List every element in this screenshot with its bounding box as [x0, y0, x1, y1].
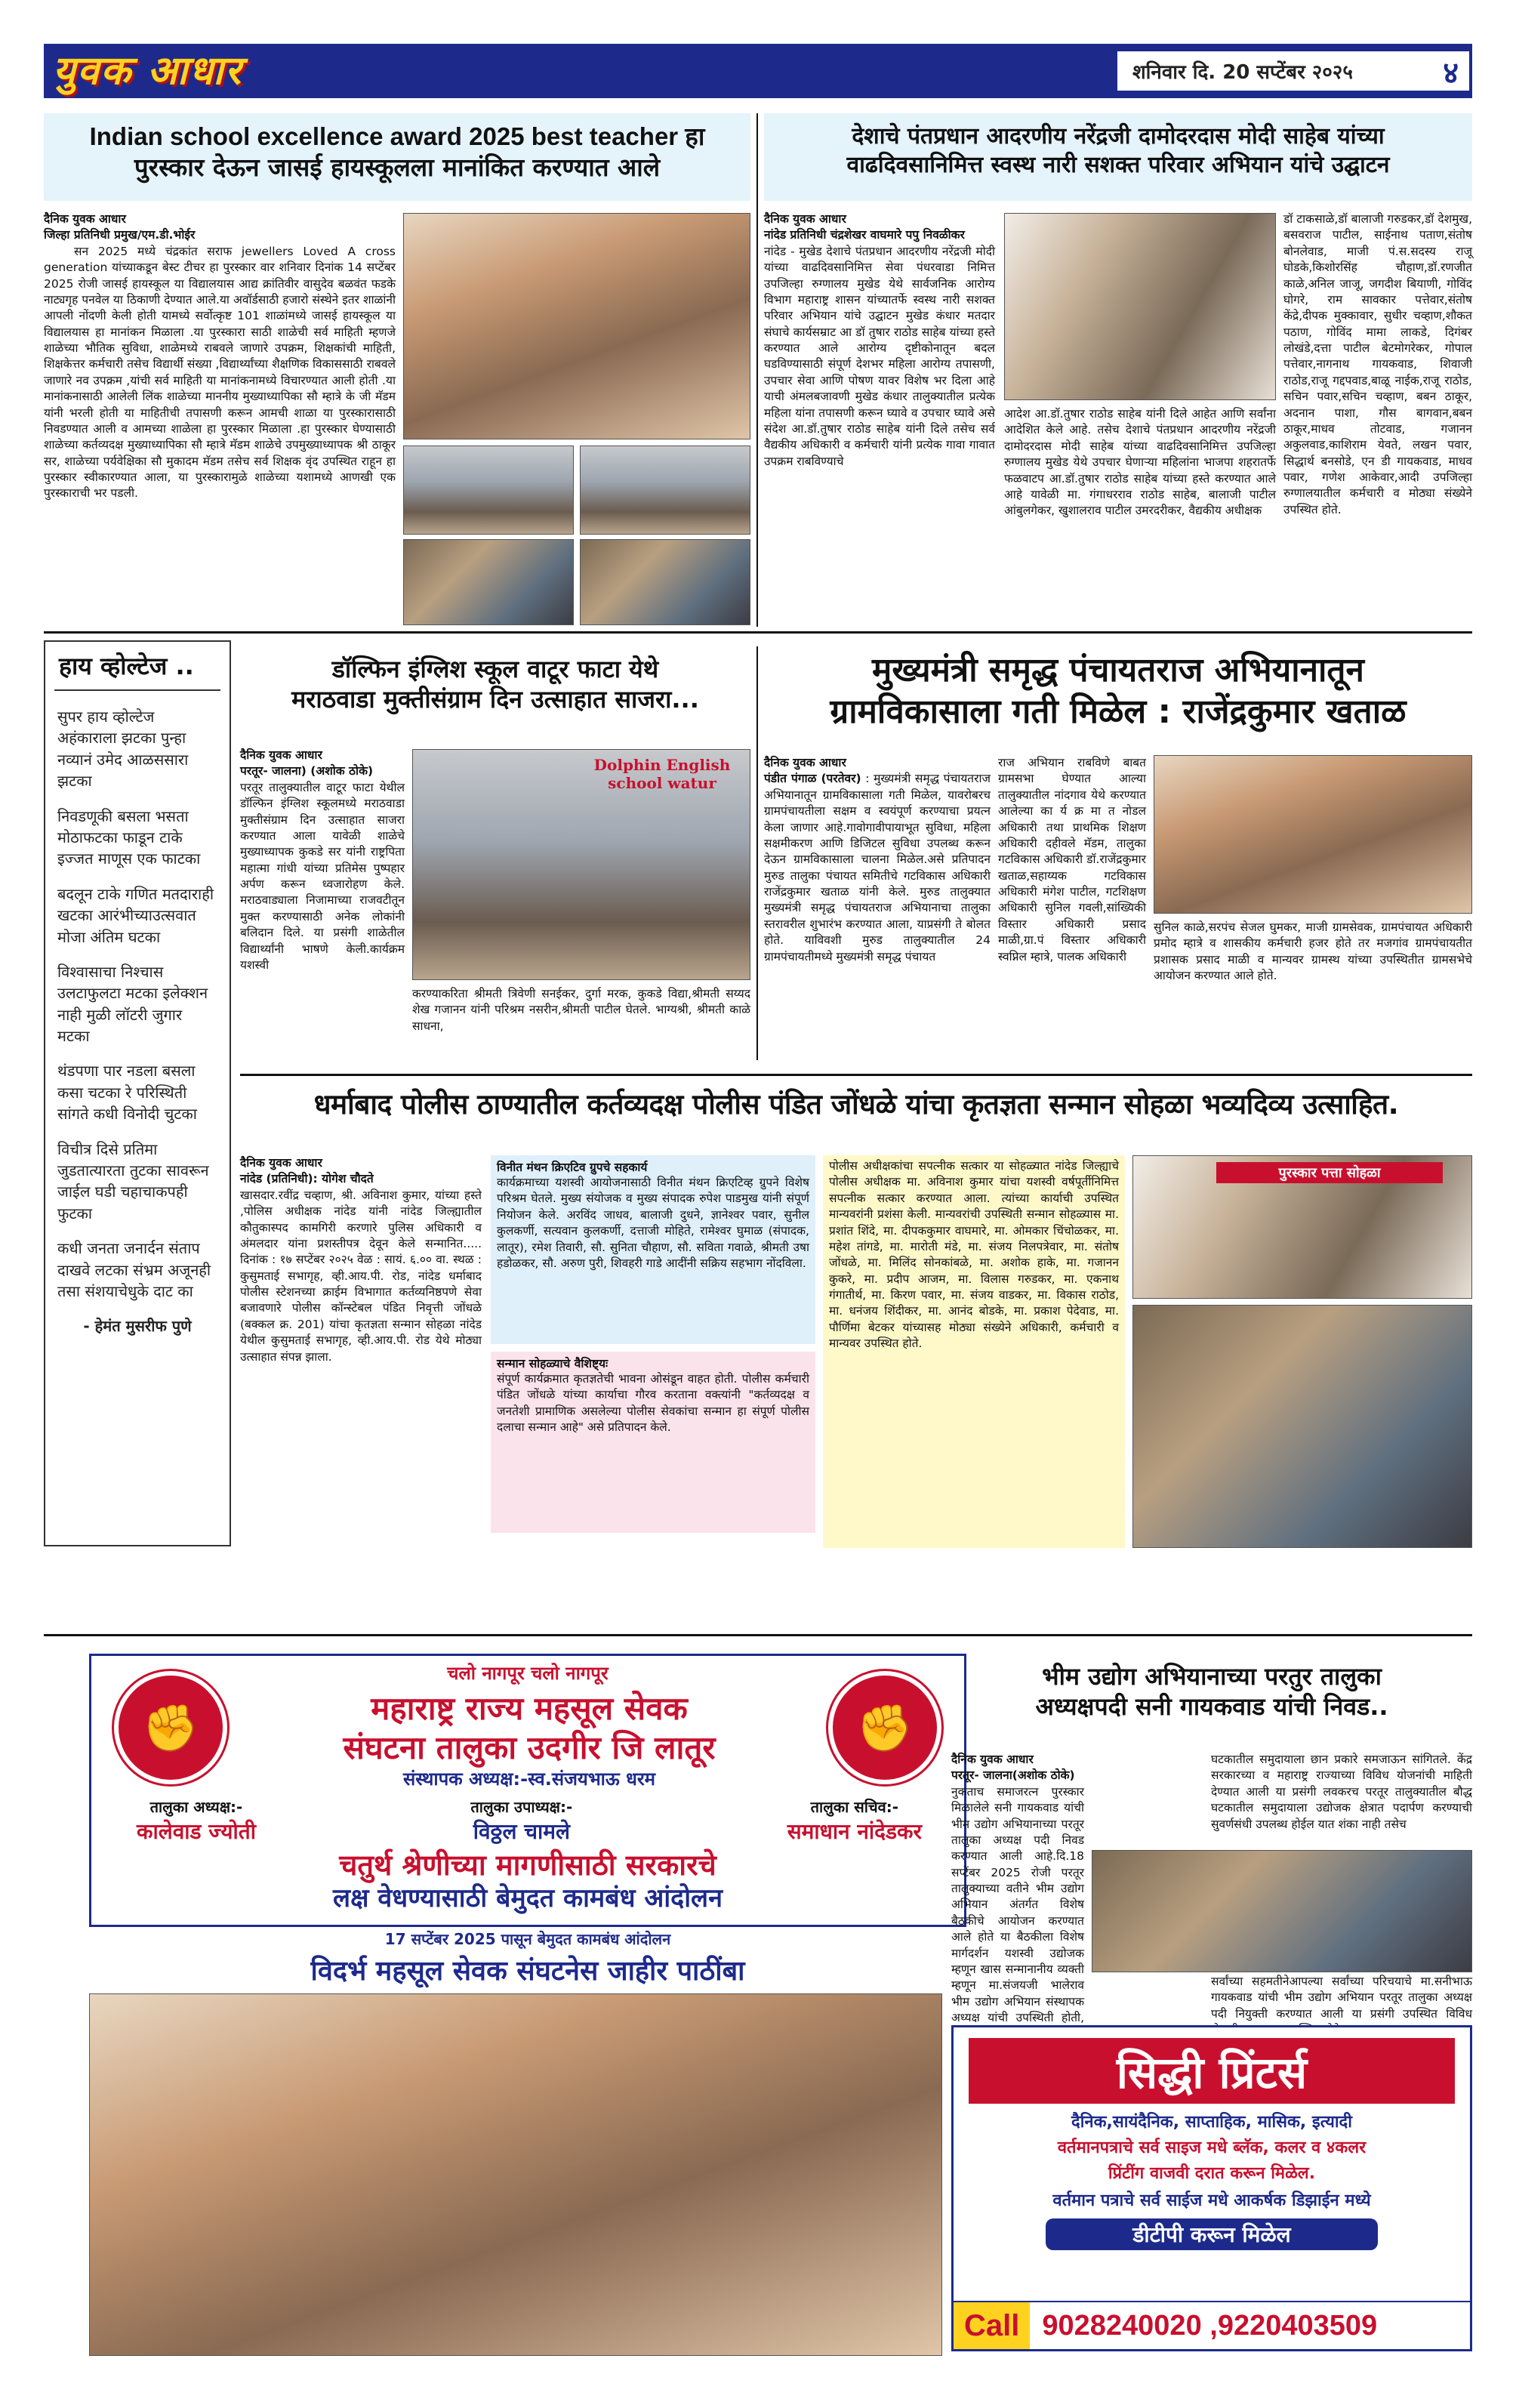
section-rule — [240, 1074, 1472, 1076]
story2-headline-box — [764, 113, 1472, 201]
ad1-role-title: तालुका उपाध्यक्ष:- — [470, 1798, 573, 1816]
ad1-role — [470, 1796, 572, 1845]
story5-col2-panel — [491, 1155, 815, 1344]
story5-photo-banner: पुरस्कार पत्ता सोहळा — [1216, 1162, 1443, 1183]
story6-text — [951, 1752, 1084, 2024]
ad1-org-line2: संघटना तालुका उदगीर जि लातूर — [343, 1729, 716, 1766]
ad1-role — [787, 1796, 922, 1845]
ad1-emblem-right — [828, 1671, 941, 1784]
story4-byline1: दैनिक युवक आधार — [764, 756, 846, 769]
ad1-role-name: विठ्ठल चामले — [473, 1819, 571, 1844]
story2-body-col2: आदेश आ.डॉ.तुषार राठोड साहेब यांनी दिले आहेत आणि सर्वांना आदेशित केले आहे. तसेच देशाचे पंतप्रधान आदरणीय नरेंद्रजी दामोदरदास मोदी साहेब यांच्या वाढदिवसानिमित्त उपजिल्हा रुग्णालय मुखेड येथे उपचार घेणाऱ्या महिलांना भाजपा शहरातर्फे फळवाटप आ.डॉ.तुषार राठोड साहेब यांच्या हस्ते करण्यात आले आहे यावेळी मा. गंगाधरराव राठोड साहेब, बालाजी पाटील आंबुलगेकर, खुशालराव पाटील उमरदरीकर, वैद्यकीय अधीक्षक — [1004, 407, 1276, 518]
ad1-date-line: 17 सप्टेंबर 2025 पासून बेमुदत कामबंध आंदोलन — [384, 1930, 671, 1948]
story4-photo — [1154, 755, 1472, 914]
ad1-role — [137, 1796, 256, 1845]
story5-headline: धर्माबाद पोलीस ठाण्यातील कर्तव्यदक्ष पोलीस पंडित जोंधळे यांचा कृतज्ञता सन्मान सोहळा भव्यदिव्य उत्साहित. — [313, 1088, 1399, 1121]
ad2-line1: दैनिक,सायंदैनिक, साप्ताहिक, मासिक, इत्यादी — [1071, 2113, 1352, 2132]
story4-body-col3: सुनिल काळे,सरपंच सेजल घुमकर, माजी ग्रामसेवक, ग्रामपंचायत अधिकारी प्रमोद म्हात्रे व शासकीय कर्मचारी हजर होते तर मजगांव ग्रामपंचायतीत प्रशासक प्रसाद माळी व मान्यवर ग्रामस्थ यांच्या उपस्थितीत ग्रामसभेचे आयोजन करण्यात आले होते. — [1154, 920, 1472, 983]
ad2-dtp: डीटीपी करून मिळेल — [1046, 2218, 1378, 2250]
ad1-top-line: चलो नागपूर चलो नागपूर — [447, 1663, 609, 1684]
story5-col2b-panel — [491, 1352, 815, 1533]
story4-headline-line2: ग्रामविकासाला गती मिळेल : राजेंद्रकुमार खताळ — [830, 692, 1407, 731]
story5-col2-body: कार्यक्रमाच्या यशस्वी आयोजनासाठी विनीत मंथन क्रिएटिव्ह ग्रुपने विशेष परिश्रम घेतले. मुख्य संयोजक व मुख्य संपादक रुपेश पाडमुख यांनी संपूर्ण नियोजन केले. अरविंद जाधव, बालाजी दुधने, ज्ञानेश्वर पवार, सुनील कुलकर्णी, सत्यवान कुलकर्णी, दत्ताजी मोहिते, रामेश्वर घुमाळ (संपादक, लातूर), रमेश तिवारी, सौ. सुनिता चौहाण, सौ. सविता गवाळे, श्रीमती उषा हडोळकर, सौ. अरुण पुरी, शिवहरी गाडे आदींनी सक्रिय सहभाग नोंदविला. — [497, 1176, 809, 1270]
poem-title: हाय व्होल्टेज .. — [59, 652, 194, 680]
story2-headline-line2: वाढदिवसानिमित्त स्वस्थ नारी सशक्त परिवार अभियान यांचे उद्घाटन — [846, 151, 1390, 178]
ad2-call-label: Call — [954, 2302, 1030, 2349]
ad1-demand-line2: लक्ष वेधण्यासाठी बेमुदत कामबंध आंदोलन — [333, 1883, 723, 1913]
story6-headline-box — [951, 1654, 1472, 1747]
fist-icon: ✊ — [142, 1701, 199, 1755]
ad1-roles — [137, 1796, 922, 1845]
story3-photo-caption: Dolphin English school watur — [593, 756, 731, 792]
story6-body-bottom: सर्वांच्या सहमतीनेआपल्या सर्वांच्या परिचयाचे मा.सनीभाऊ गायकवाड यांची भीम उद्योग अभियान परतूर तालुका अध्यक्ष पदी नियुक्ती करण्यात आली या प्रसंगी उपस्थित विविध — [1211, 1975, 1472, 2021]
ad2-line2: वर्तमानपत्राचे सर्व साइज मधे ब्लॅक, कलर व ४कलर — [1057, 2138, 1367, 2157]
story5-photo-1 — [1132, 1155, 1472, 1299]
story5-col2-title2: सन्मान सोहळ्याचे वैशिष्ट्यः — [497, 1357, 609, 1370]
story5-photo-2 — [1132, 1305, 1472, 1548]
ad1-founder: संस्थापक अध्यक्ष:-स्व.संजयभाऊ धरम — [402, 1768, 656, 1790]
story2-headline-line1: देशाचे पंतप्रधान आदरणीय नरेंद्रजी दामोदरदास मोदी साहेब यांच्या — [852, 123, 1385, 150]
issue-date: शनिवार दि. 20 सप्टेंबर २०२५ — [1132, 61, 1353, 84]
story4-headline-line1: मुख्यमंत्री समृद्ध पंचायतराज अभियानातून — [872, 651, 1364, 689]
poem-stanza: सुपर हाय व्होल्टेज अहंकाराला झटका पुन्हा नव्यानं उमेद आळससारा झटका — [57, 708, 189, 791]
story5-col1-body: खासदार.रवींद्र चव्हाण, श्री. अविनाश कुमार, यांच्या हस्ते ,पोलिस अधीक्षक नांदेड यांनी नांदेड जिल्ह्यातील कौतुकास्पद कामगिरी करणारे पुलिस अधिकारी व अंमलदार यांना प्रशस्तीपत्र देवून केले सन्मानित..... दिनांक : १७ सप्टेंबर २०२५ वेळ : सायं. ६.०० वा. स्थळ : कुसुमताई सभागृह, व्ही.आय.पी. रोड, नांदेड धर्माबाद पोलीस स्टेशनच्या क्राईम विभागात कर्तव्यनिष्ठपणे सेवा बजावणारे पोलीस कॉन्स्टेबल पंडित निवृत्ती जोंधळे (बक्कल क्र. 201) यांचा कृतज्ञता सन्मान सोहळा नांदेड येथील कुसुमताई सभागृह, व्ही.आय.पी. रोड येथे मोठ्या उत्साहात संपन्न झाला. — [240, 1188, 482, 1364]
story5-byline2: नांदेड (प्रतिनिधी): योगेश चौदते — [240, 1172, 374, 1186]
ad2-line4: वर्तमान पत्राचे सर्व साईज मधे आकर्षक डिझाईन मध्ये — [1052, 2191, 1371, 2210]
story1-headline-line2: पुरस्कार देऊन जासई हायस्कूलला मानांकित करण्यात आले — [134, 153, 661, 183]
advert-siddhi-printers — [951, 2025, 1472, 2351]
poem-stanza: कधी जनता जनार्दन संताप दाखवे लटका संभ्रम अजूनही तसा संशयाचेधुके दाट का — [57, 1239, 211, 1300]
newspaper-logo: युवक आधार — [53, 48, 242, 94]
dateline-box — [1116, 50, 1471, 92]
story4-body-col2: राज अभियान राबविणे बाबत ग्रामसभा घेण्यात आल्या तालुक्यातील नांदगाव येथे करण्यात आलेल्या का र्य क्र मा त नोडल अधिकारी तथा प्राथमिक शिक्षण अधिकारी दहीवले मॅडम, तालुका गटविकास अधिकारी डॉ.राजेंद्रकुमार खताळ,सहाय्यक गटविकास अधिकारी मंगेश पाटील, गटशिक्षण अधिकारी सुनिल गवली,सांख्यिकी विस्तार अधिकारी प्रसाद माळी,ग्रा.पं विस्तार अधिकारी स्वप्निल म्हात्रे, पालक अधिकारी — [998, 756, 1146, 964]
poem-author: - हेमंत मुसरीफ पुणे — [83, 1317, 192, 1336]
story5-byline1: दैनिक युवक आधार — [240, 1156, 322, 1170]
story3-text — [240, 748, 405, 1057]
story6-body-col2: घटकातील समुदायाला छान प्रकारे समजाऊन सांगितले. केंद्र सरकारच्या व महाराष्ट्र राज्याच्या विविध योजनांची माहिती देण्यात आली या प्रसंगी लवकरच परतूर तालुक्यातील बौद्ध घटकातील समुदायाला उद्योजक क्षेत्रात पदार्पण करण्याची सुवर्णसंधी उपलब्ध होईल यात शंका नाही तसेच — [1211, 1753, 1472, 1831]
story1-photo-5 — [580, 539, 750, 625]
story1-photo-2 — [403, 446, 574, 535]
story5-col2-body2: संपूर्ण कार्यक्रमात कृतज्ञतेची भावना ओसंडून वाहत होती. पोलीस कर्मचारी पंडित जोंधळे यांच्या कार्याचा गौरव करताना वक्त्यांनी "कर्तव्यदक्ष व जनतेशी प्रामाणिक असलेल्या पोलीस सेवकांचा सन्मान हा संपूर्ण पोलीस दलाचा सन्मान आहे" असे प्रतिपादन केले. — [497, 1372, 809, 1435]
section-rule — [44, 631, 1472, 634]
poem-stanza: बदलून टाके गणित मतदाराही खटका आरंभीच्याउत्सवात मोजा अंतिम घटका — [57, 884, 214, 946]
ad1-org-line1: महाराष्ट्र राज्य महसूल सेवक — [371, 1690, 688, 1727]
story3-byline1: दैनिक युवक आधार — [240, 748, 322, 762]
ad1-support-line: विदर्भ महसूल सेवक संघटनेस जाहीर पाठींबा — [310, 1956, 745, 1987]
section-rule — [44, 1634, 1472, 1636]
story1-byline1: दैनिक युवक आधार — [44, 212, 126, 226]
story1-body: सन 2025 मध्ये चंद्रकांत सराफ jewellers Loved A cross generation यांच्याकडून बेस्ट टीचर हा पुरस्कार वार शनिवार दिनांक 14 सप्टेंबर 2025 रोजी जासई हायस्कूल या विद्यालयास आद्य क्रांतिवीर वासुदेव बळवंत फडके नाट्यगृह पनवेल या ठिकाणी देण्यात आले.या अवॉर्डसाठी हजारो संस्थेने इतर शाळांनी आपली नोंदणी केली होती यामध्ये सर्वोत्कृष्ट 101 शाळांमध्ये जासई हायस्कूल या विद्यालयास हा मानांकन मिळाला .या पुरस्कारा साठी शाळेची सर्व माहिती म्हणजे शाळेच्या भौतिक सुविधा, शाळेमध्ये राबवले जाणारे उपक्रम, शिक्षकांची माहिती, शिक्षकेत्तर कर्मचारी तसेच विद्यार्थी संख्या ,विद्यार्थ्यांच्या शैक्षणिक विकाससाठी राबवले जाणारे नव उपक्रम ,यांची सर्व माहिती या मानांकनामध्ये विचारण्यात आली होती .या मानांकनासाठी आलेली लिंक शाळेच्या माननीय मुख्याध्यापिका सौ म्हात्रे के जी मॅडम यांनी भरली होती या माहितीची तपासणी करून आमची शाळा या पुरस्कारासाठी निवडण्यात आली व आमच्या शाळेला हा पुरस्कार मिळाला .हा पुरस्कार घेण्यासाठी शाळेच्या कर्तव्यदक्ष मुख्याध्यापिका सौ म्हात्रे मॅडम शाळेचे उपमुख्याध्यापक श्री ठाकूर सर, शाळेच्या पर्यवेक्षिका सौ मुकादम मॅडम तसेच सर्व शिक्षक वृंद उपस्थित राहून हा पुरस्कार स्वीकारण्यात आला, या पुरस्कारामुळे शाळेच्या यशामध्ये आणखी एक पुरस्काराची भर पडली. — [44, 244, 396, 501]
ad1-role-name: कालेवाड ज्योती — [137, 1819, 257, 1844]
poem-stanza: विश्वासाचा निश्चास उलटाफुलटा मटका इलेक्शन नाही मुळी लॉटरी जुगार मटका — [57, 962, 208, 1046]
ad2-name: सिद्धी प्रिंटर्स — [969, 2038, 1455, 2104]
story5-col1 — [240, 1155, 482, 1548]
story4-headline-box — [764, 646, 1472, 745]
story3-photo — [412, 749, 750, 980]
story5-col3: पोलीस अधीक्षकांचा सपत्नीक सत्कार या सोहळ्यात नांदेड जिल्ह्याचे पोलीस अधीक्षक मा. अविनाश कुमार यांचा यशस्वी वर्षपूर्तीनिमित्त सपत्नीक सत्कार करण्यात आला. त्यांच्या कार्याची उपस्थित मान्यवरांनी प्रशंसा केली. मान्यवरांची उपस्थिती सन्मान सोहळ्यास मा. प्रशांत शिंदे, मा. दीपककुमार वाघमारे, मा. ओमकार चिंचोळकर, मा. महेश तांगडे, मा. मारोती मंडे, मा. संजय निलपत्रेवार, मा. संतोष जोंधळे, मा. मिलिंद सोनकांबळे, मा. अशोक हाके, मा. गजानन कुकरे, मा. प्रदीप आजम, मा. विलास गरुडकर, मा. एकनाथ गंगातीर्थ, मा. किरण पवार, मा. संजय वाडकर, मा. विकास राठोड, मा. धनंजय शिंदीकर, मा. आनंद बोडके, मा. प्रकाश पेदेवाड, मा. पौर्णिमा बेटकर यांच्यासह मोठ्या संख्येने अधिकारी, कर्मचारी व मान्यवर उपस्थित होते. — [823, 1155, 1125, 1548]
story2-body: नांदेड - मुखेड देशाचे पंतप्रधान आदरणीय नरेंद्रजी मोदी यांच्या वाढदिवसानिमित्त सेवा पंधरवाडा निमित्त उपजिल्हा रुग्णालय मुखेड येथे सार्वजनिक आरोग्य विभाग महाराष्ट्र शासन यांच्यातर्फे स्वस्थ नारी सशक्त परिवार अभियान यांचे उद्घाटन मुखेड कंधार मतदार संघाचे कार्यसम्राट आ डॉ तुषार राठोड साहेब यांच्या हस्ते करण्यात आले आरोग्य दृष्टीकोनातून बदल घडविण्यासाठी संपूर्ण देशभर महिला आरोग्य तपासणी, उपचार सेवा आणि पोषण यावर विशेष भर दिला आहे याची अंमलबजावणी मुखेड कंधार तालुक्यातील प्रत्येक महिला यांना तपासणी करून घ्यावे व उपचार घ्यावे असे संदेश आ.डॉ.तुषार राठोड साहेब यांनी दिले तसेच सर्व वैद्यकीय अधिकारी व कर्मचारी यांनी प्रत्येक गावा गावात उपक्रम राबविण्याचे — [764, 244, 995, 468]
story3-byline2: परतूर- जालना) (अशोक ठोके) — [240, 764, 374, 779]
story1-headline-line1: Indian school excellence award 2025 best teacher हा — [89, 122, 705, 150]
story6-photo — [1092, 1850, 1472, 1972]
poem-stanza: निवडणूकी बसला भसता मोठाफटका फाडून टाके इज्जत माणूस एक फाटका — [57, 806, 201, 868]
story1-photo-3 — [580, 446, 750, 535]
poem-stanza: विचीत्र दिसे प्रतिमा जुडतात्यारता तुटका सावरून जाईल घडी चहाचाकपही फुटका — [57, 1139, 209, 1222]
story6-byline1: दैनिक युवक आधार — [951, 1753, 1034, 1766]
ad2-phones: 9028240020 ,9220403509 — [1042, 2309, 1378, 2342]
story2-text — [764, 211, 995, 619]
story3-body: परतूर तालुक्यातील वाटूर फाटा येथील डॉल्फिन इंग्लिश स्कूलमध्ये मराठवाडा मुक्तीसंग्राम दिन उत्साहात साजरा करण्यात आला यावेळी शाळेचे मुख्याध्यापक कुकडे सर यांनी राष्ट्रपिता महात्मा गांधी यांच्या प्रतिमेस पुष्पहार अर्पण करून ध्वजारोहण केले. मराठवाड्याला निजामाच्या राजवटीतून मुक्त करण्यासाठी अनेक लोकांनी बलिदान दिले. या प्रसंगी शाळेतील विद्यार्थ्यांनी भाषणे केली.कार्यक्रम यशस्वी — [240, 780, 405, 972]
ad2-call-row — [954, 2301, 1470, 2349]
story6-headline-line2: अध्यक्षपदी सनी गायकवाड यांची निवड.. — [1035, 1692, 1388, 1721]
ad1-role-name: समाधान नांदेडकर — [787, 1819, 922, 1844]
story1-text — [44, 211, 396, 619]
story1-byline2: जिल्हा प्रतिनिधी प्रमुख/एम.डी.भोईर — [44, 228, 196, 242]
story2-photo — [1004, 213, 1276, 400]
story6-byline2: परतूर- जालना(अशोक ठोके) — [951, 1768, 1075, 1783]
story5-col2-title: विनीत मंथन क्रिएटिव ग्रुपचे सहकार्य — [497, 1161, 648, 1174]
story1-photo-4 — [403, 539, 574, 625]
story2-body-col3: डॉ टाकसाळे,डॉ बालाजी गरुडकर,डॉ देशमुख, बसवराज पाटील, साईनाथ पताण,संतोष बोनलेवाड, माजी पं.स.सदस्य राजू घोडके,किशोरसिंह चौहाण,डॉ.रणजीत काळे,अनिल जाजू, जगदीश बियाणी, गोविंद घोगरे, राम सावकार पत्तेवार,संतोष केंद्रे,दीपक मुक्कावार, सुधीर चव्हाण,शौकत पठाण, गोविंद मामा लाकडे, दिगंबर लोखंडे,दत्ता पाटील बेटमोगरेकर, गोपाल पत्तेवार,नागनाथ गायकवाड, शिवाजी राठोड,राजू गद्दपवाड,बाळू नाईक,राजू राठोड, सचिन पवार,सचिन चव्हाण, बबन ठाकूर, अदनान पाशा, गौस बागवान,बबन ठाकूर,माधव तोटवाड, गजानन अकुलवाड,काशिराम येवते, लखन पवार, सिद्धार्थ बनसोडे, एन डी गायकवाड, माधव पवार, गणेश आकेवार,आदी उपजिल्हा रुग्णालयातील कर्मचारी व मोठ्या संख्येने उपस्थित होते. — [1283, 212, 1472, 516]
story2-byline1: दैनिक युवक आधार — [764, 212, 846, 226]
ad1-demand-line1: चतुर्थ श्रेणीच्या मागणीसाठी सरकारचे — [339, 1848, 716, 1882]
poem-sidebar — [44, 640, 231, 1546]
ad1-role-title: तालुका अध्यक्ष:- — [149, 1798, 243, 1816]
ad1-role-title: तालुका सचिव:- — [810, 1798, 899, 1816]
page-number: ४ — [1443, 55, 1459, 91]
ad2-line3: प्रिंटींग वाजवी दरात करून मिळेल. — [1108, 2164, 1316, 2183]
poem-stanza: थंडपणा पार नडला बसला कसा चटका रे परिस्थिती सांगते कधी विनोदी चुटका — [57, 1062, 197, 1124]
story6-headline-line1: भीम उद्योग अभियानाच्या परतुर तालुका — [1042, 1662, 1382, 1691]
fist-icon: ✊ — [856, 1701, 914, 1755]
story4-byline2: पंडीत पंगाळ (परतेवर) — [764, 772, 861, 786]
story1-award-photo — [403, 213, 750, 439]
story3-headline-line2: मराठवाडा मुक्तीसंग्राम दिन उत्साहात साजरा... — [291, 685, 699, 714]
advert-mahsul-sevak — [89, 1654, 966, 1927]
story3-headline-box — [240, 646, 750, 737]
column-rule — [756, 646, 758, 1060]
ad1-group-photo — [89, 1993, 942, 2356]
column-rule — [756, 113, 758, 627]
story3-headline-line1: डॉल्फिन इंग्लिश स्कूल वाटूर फाटा येथे — [331, 655, 659, 683]
story4-body: : मुख्यमंत्री समृद्ध पंचायतराज अभियानातून ग्रामविकासाला गती मिळेल, यावरोबरच ग्रामपंचायतीला सक्षम व स्वयंपूर्ण करण्याचा प्रयत्न केला जाणार आहे.गावोगावीपायाभूत सुविधा, महिला सक्षमीकरण आणि डिजिटल सुविधा उपलब्ध करून देऊन ग्रामविकासाला चालना मिळेल.असे प्रतिपादन मुरुड तालुका पंचायत समितीचे गटविकास अधिकारी राजेंद्रकुमार खताळ यांनी केले. मुरुड तालुक्यात मुख्यमंत्री समृद्ध पंचायतराज अभियानाचा तालुका स्तरावरील शुभारंभ करण्यात आला, याप्रसंगी ते बोलत होते. याविवशी मुरुड तालुक्यातील 24 ग्रामपंचायतीमध्ये मुख्यमंत्री समृद्ध पंचायत — [764, 772, 991, 964]
story6-body: नुकताच समाजरत्न पुरस्कार मिळालेले सनी गायकवाड यांची भीम उद्योग अभियानाच्या परतूर तालुका अध्यक्ष पदी निवड करण्यात आली आहे.दि.18 सप्टेंबर 2025 रोजी परतूर तालुक्याच्या वतीने भीम उद्योग अभियान अंतर्गत विशेष बैठकीचे आयोजन करण्यात आले होते या बैठकीला विशेष मार्गदर्शन यशस्वी उद्योजक म्हणून खास सन्मानानीय व्यक्ती म्हणून मा.संजयजी भालेराव भीम उद्योग अभियान संस्थापक अध्यक्ष यांची उपस्थिती होती, — [951, 1784, 1084, 2024]
story3-body-bottom: करण्याकरिता श्रीमती त्रिवेणी सनईकर, दुर्गा मरक, कुकडे विद्या,श्रीमती सय्यद शेख गजानन यांनी परिश्रम नसरीन,श्रीमती पाटील घेतले. भाग्यश्री, श्रीमती काळे साधना, — [412, 987, 750, 1033]
ad1-emblem-left — [114, 1671, 227, 1784]
story4-text — [764, 755, 991, 1060]
story2-byline2: नांदेड प्रतिनिधी चंद्रशेखर वाघमारे पपु निवळीकर — [764, 228, 965, 242]
story1-headline-box — [44, 113, 750, 201]
poem-body — [45, 706, 230, 1337]
